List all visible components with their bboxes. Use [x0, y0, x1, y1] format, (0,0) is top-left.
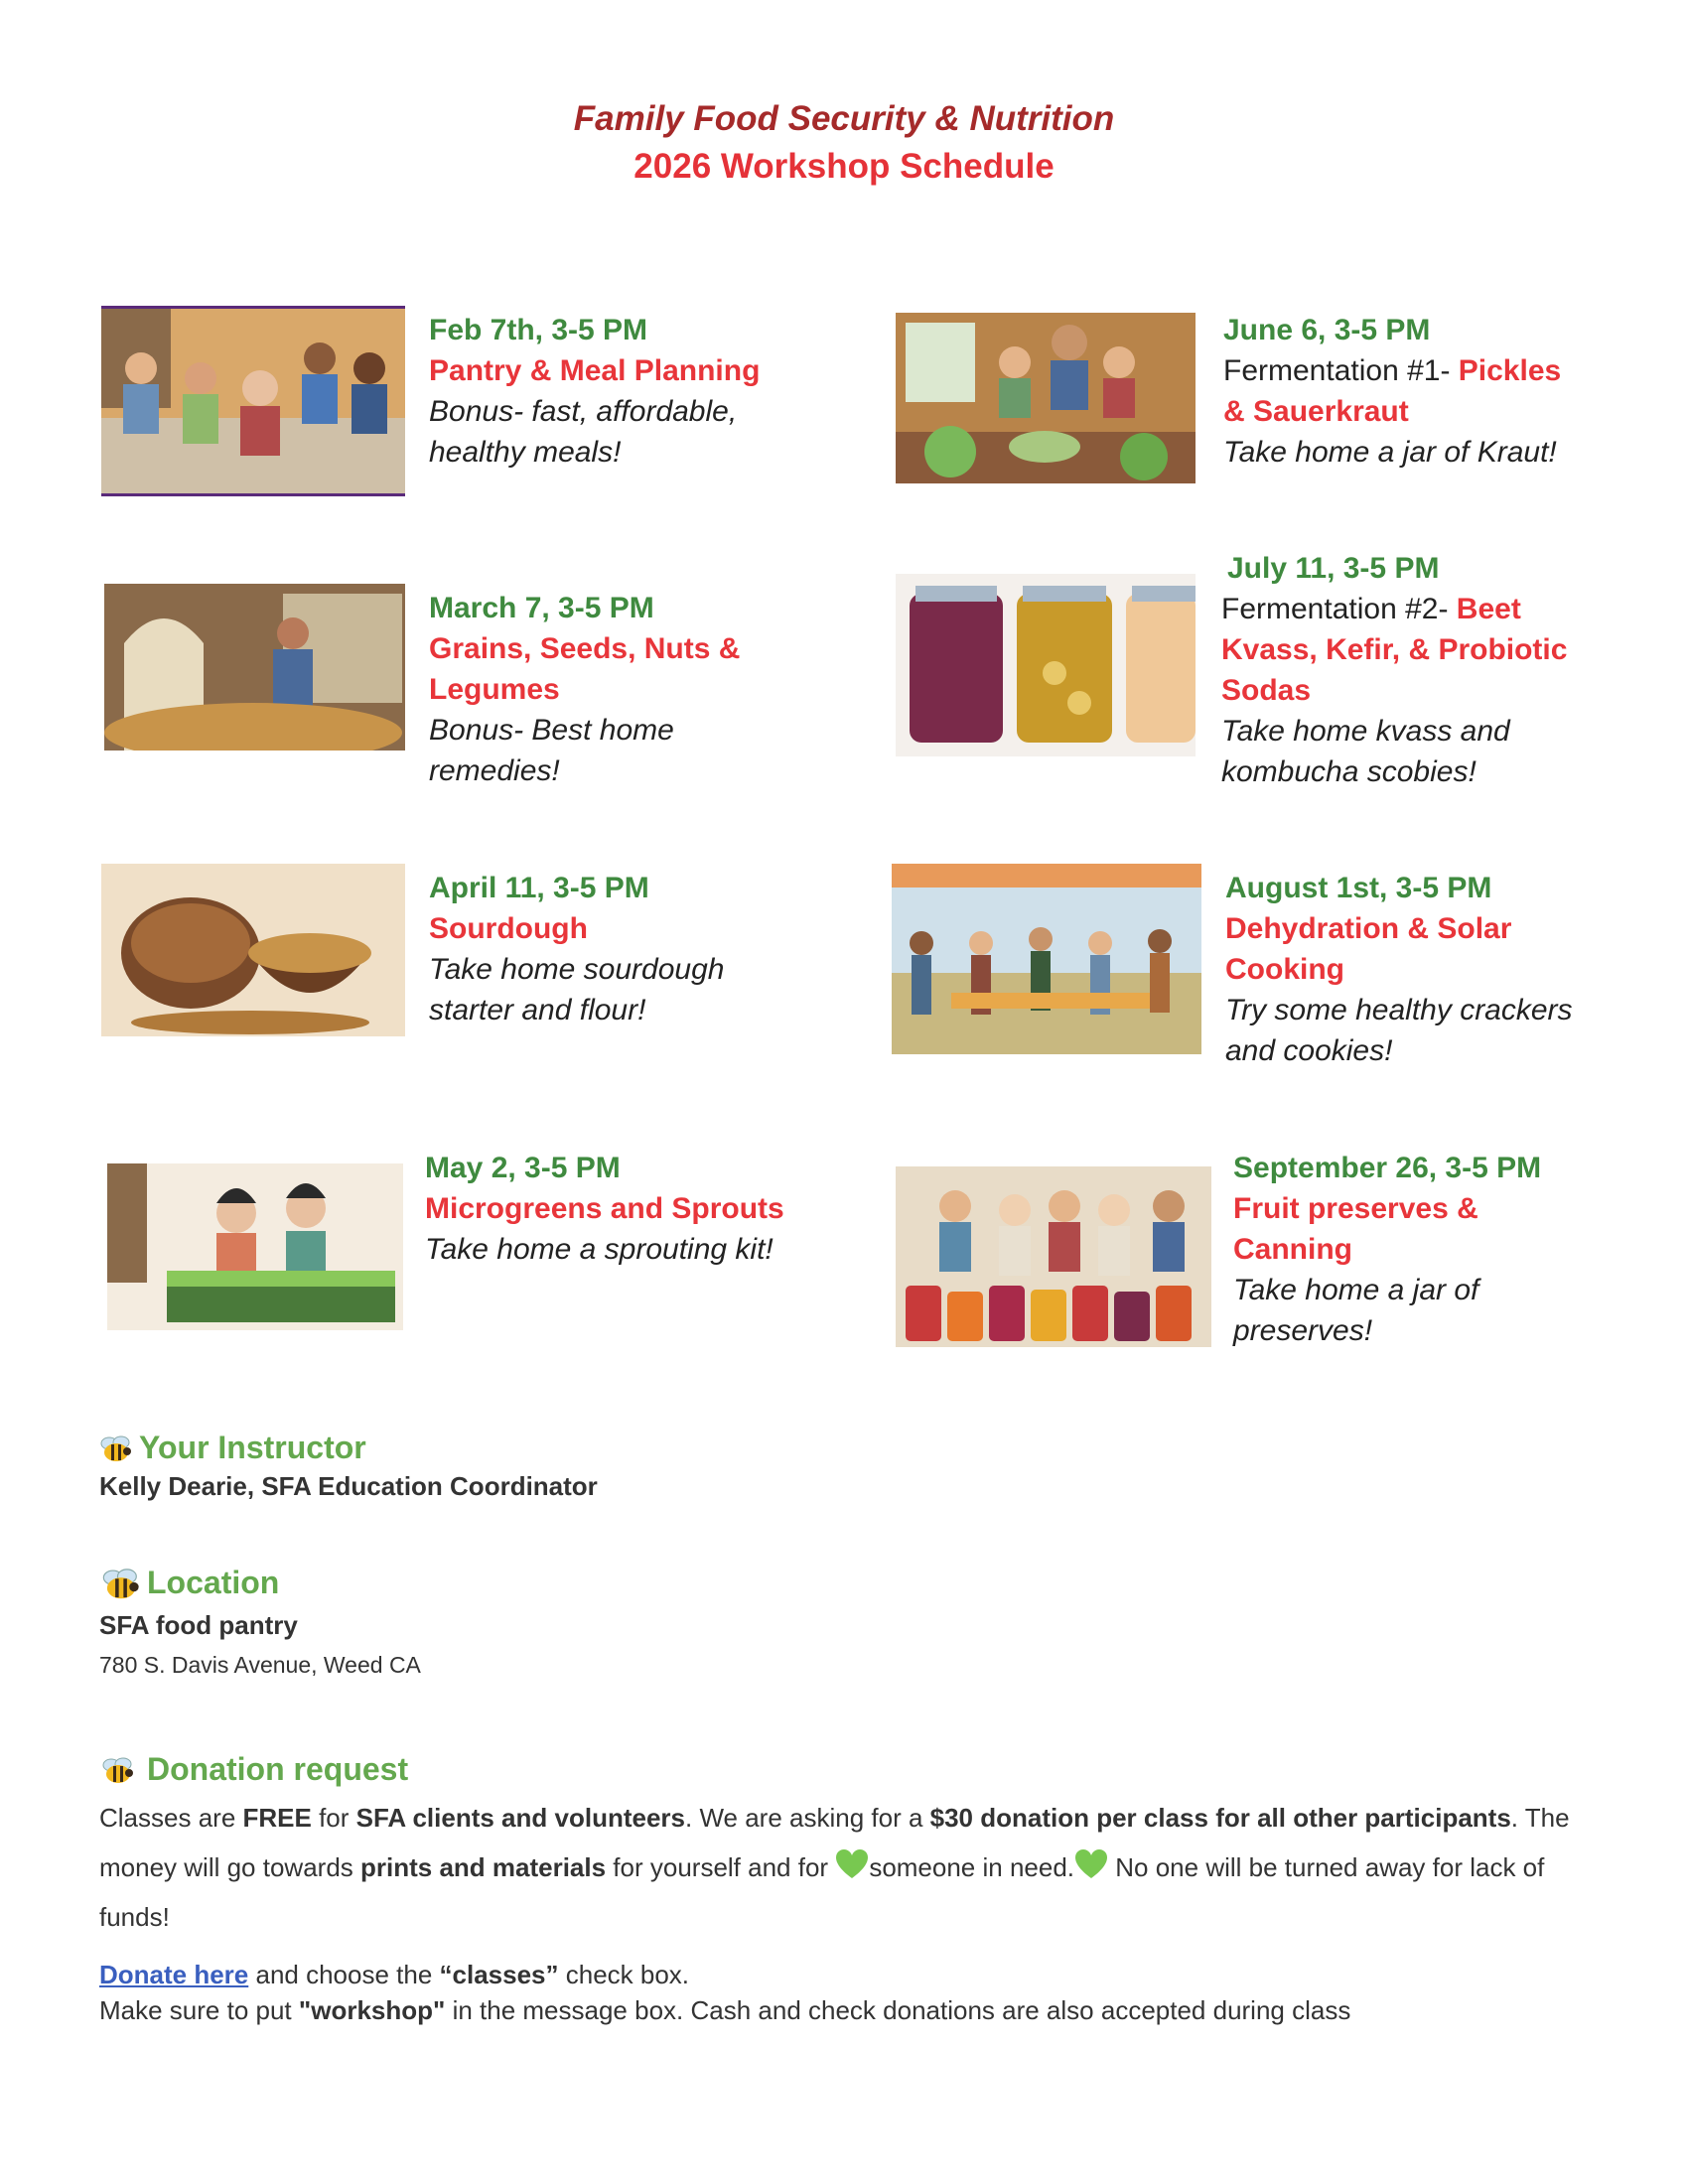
workshop-note: Take home kvass and: [1221, 715, 1510, 748]
workshop-topic: Microgreens and Sprouts: [425, 1192, 784, 1225]
workshop-topic: Legumes: [429, 673, 560, 706]
workshop-topic: & Sauerkraut: [1223, 395, 1409, 428]
workshop-note: Take home sourdough: [429, 953, 725, 986]
donation-text: for yourself and for: [606, 1852, 836, 1882]
donation-text-bold: “classes”: [439, 1960, 559, 1989]
donation-text: for: [311, 1803, 356, 1833]
instructor-name: Kelly Dearie, SFA Education Coordinator: [99, 1471, 598, 1501]
workshop-date: July 11, 3-5 PM: [1227, 552, 1440, 585]
workshop-note: Try some healthy crackers: [1225, 994, 1573, 1026]
workshop-prefix: Fermentation #2-: [1221, 593, 1457, 625]
workshop-topic: Pickles: [1458, 354, 1562, 387]
donation-link-line: [99, 1960, 689, 1990]
donation-text: someone in need.: [869, 1852, 1075, 1882]
location-heading: [101, 1565, 279, 1601]
donation-heading: [101, 1751, 408, 1788]
green-heart-icon: [1074, 1846, 1108, 1878]
workshop-date: May 2, 3-5 PM: [425, 1152, 621, 1184]
donation-text: and choose the: [248, 1960, 440, 1989]
instructor-heading: [99, 1430, 366, 1466]
workshop-topic: Canning: [1233, 1233, 1352, 1266]
workshop-note: and cookies!: [1225, 1034, 1393, 1067]
workshop-topic: Fruit preserves &: [1233, 1192, 1478, 1225]
donation-text: check box.: [558, 1960, 690, 1989]
location-name: SFA food pantry: [99, 1610, 298, 1640]
workshop-image-sourdough: [101, 864, 405, 1036]
workshop-feb: [429, 310, 760, 473]
workshop-topic: Kvass, Kefir, & Probiotic: [1221, 633, 1568, 666]
donation-paragraph: [99, 1793, 1589, 1942]
donation-text: . The money will go towards: [99, 1803, 1570, 1882]
workshop-image-pickles: [896, 313, 1196, 483]
workshop-image-jars: [896, 574, 1196, 756]
donate-here-link[interactable]: Donate here: [99, 1960, 249, 1989]
workshop-topic: Dehydration & Solar: [1225, 912, 1512, 945]
donation-heading-label: Donation request: [147, 1751, 409, 1787]
workshop-date: June 6, 3-5 PM: [1223, 314, 1431, 346]
bee-icon: [101, 1755, 135, 1785]
workshop-note: kombucha scobies!: [1221, 755, 1477, 788]
workshop-note: preserves!: [1233, 1314, 1373, 1347]
donation-text: . We are asking for a: [685, 1803, 930, 1833]
workshop-date: April 11, 3-5 PM: [429, 872, 649, 904]
bee-icon: [101, 1566, 141, 1601]
workshop-note: Take home a sprouting kit!: [425, 1233, 774, 1266]
workshop-prefix: Fermentation #1-: [1223, 354, 1459, 387]
donation-text-bold: FREE: [242, 1803, 312, 1833]
workshop-june: [1223, 310, 1561, 473]
workshop-note: starter and flour!: [429, 994, 646, 1026]
workshop-note: Bonus- fast, affordable,: [429, 395, 738, 428]
instructor-heading-label: Your Instructor: [139, 1430, 366, 1465]
workshop-image-grains: [104, 584, 405, 751]
workshop-april: [429, 868, 724, 1030]
workshop-date: August 1st, 3-5 PM: [1225, 872, 1492, 904]
donation-text: No one will be turned away for lack of funds!: [99, 1852, 1545, 1932]
workshop-topic: Grains, Seeds, Nuts &: [429, 632, 741, 665]
donation-text-bold: "workshop": [298, 1995, 446, 2025]
bee-icon: [99, 1433, 133, 1463]
workshop-note: Bonus- Best home: [429, 714, 674, 747]
workshop-note: healthy meals!: [429, 436, 622, 469]
workshop-topic: Sourdough: [429, 912, 588, 945]
workshop-image-dehydration: [892, 864, 1201, 1054]
workshop-topic: Cooking: [1225, 953, 1344, 986]
workshop-note: Take home a jar of Kraut!: [1223, 436, 1557, 469]
workshop-topic: Pantry & Meal Planning: [429, 354, 761, 387]
workshop-july: [1221, 548, 1567, 792]
workshop-topic: Sodas: [1221, 674, 1312, 707]
page-title: Family Food Security & Nutrition: [573, 99, 1115, 138]
workshop-august: [1225, 868, 1573, 1071]
workshop-september: [1233, 1148, 1541, 1351]
donation-text: in the message box. Cash and check donations are also accepted during class: [445, 1995, 1351, 2025]
workshop-image-pantry: [101, 306, 405, 496]
workshop-image-canning: [896, 1166, 1211, 1347]
donation-text: Classes are: [99, 1803, 243, 1833]
donation-text-bold: prints and materials: [360, 1852, 607, 1882]
location-address: 780 S. Davis Avenue, Weed CA: [99, 1652, 421, 1678]
donation-text-bold: $30 donation per class for all other participants: [929, 1803, 1511, 1833]
workshop-may: [425, 1148, 784, 1270]
page-subtitle: 2026 Workshop Schedule: [633, 147, 1055, 186]
workshop-date: September 26, 3-5 PM: [1233, 1152, 1542, 1184]
green-heart-icon: [835, 1846, 869, 1878]
workshop-march: [429, 588, 740, 791]
workshop-topic: Beet: [1456, 593, 1521, 625]
workshop-image-microgreens: [107, 1163, 403, 1330]
location-heading-label: Location: [147, 1565, 280, 1600]
workshop-date: March 7, 3-5 PM: [429, 592, 654, 624]
workshop-note: Take home a jar of: [1233, 1274, 1479, 1306]
workshop-note: remedies!: [429, 754, 560, 787]
donation-text-bold: SFA clients and volunteers: [355, 1803, 685, 1833]
donation-text: Make sure to put: [99, 1995, 299, 2025]
donation-instructions-line: [99, 1995, 1350, 2026]
workshop-date: Feb 7th, 3-5 PM: [429, 314, 648, 346]
